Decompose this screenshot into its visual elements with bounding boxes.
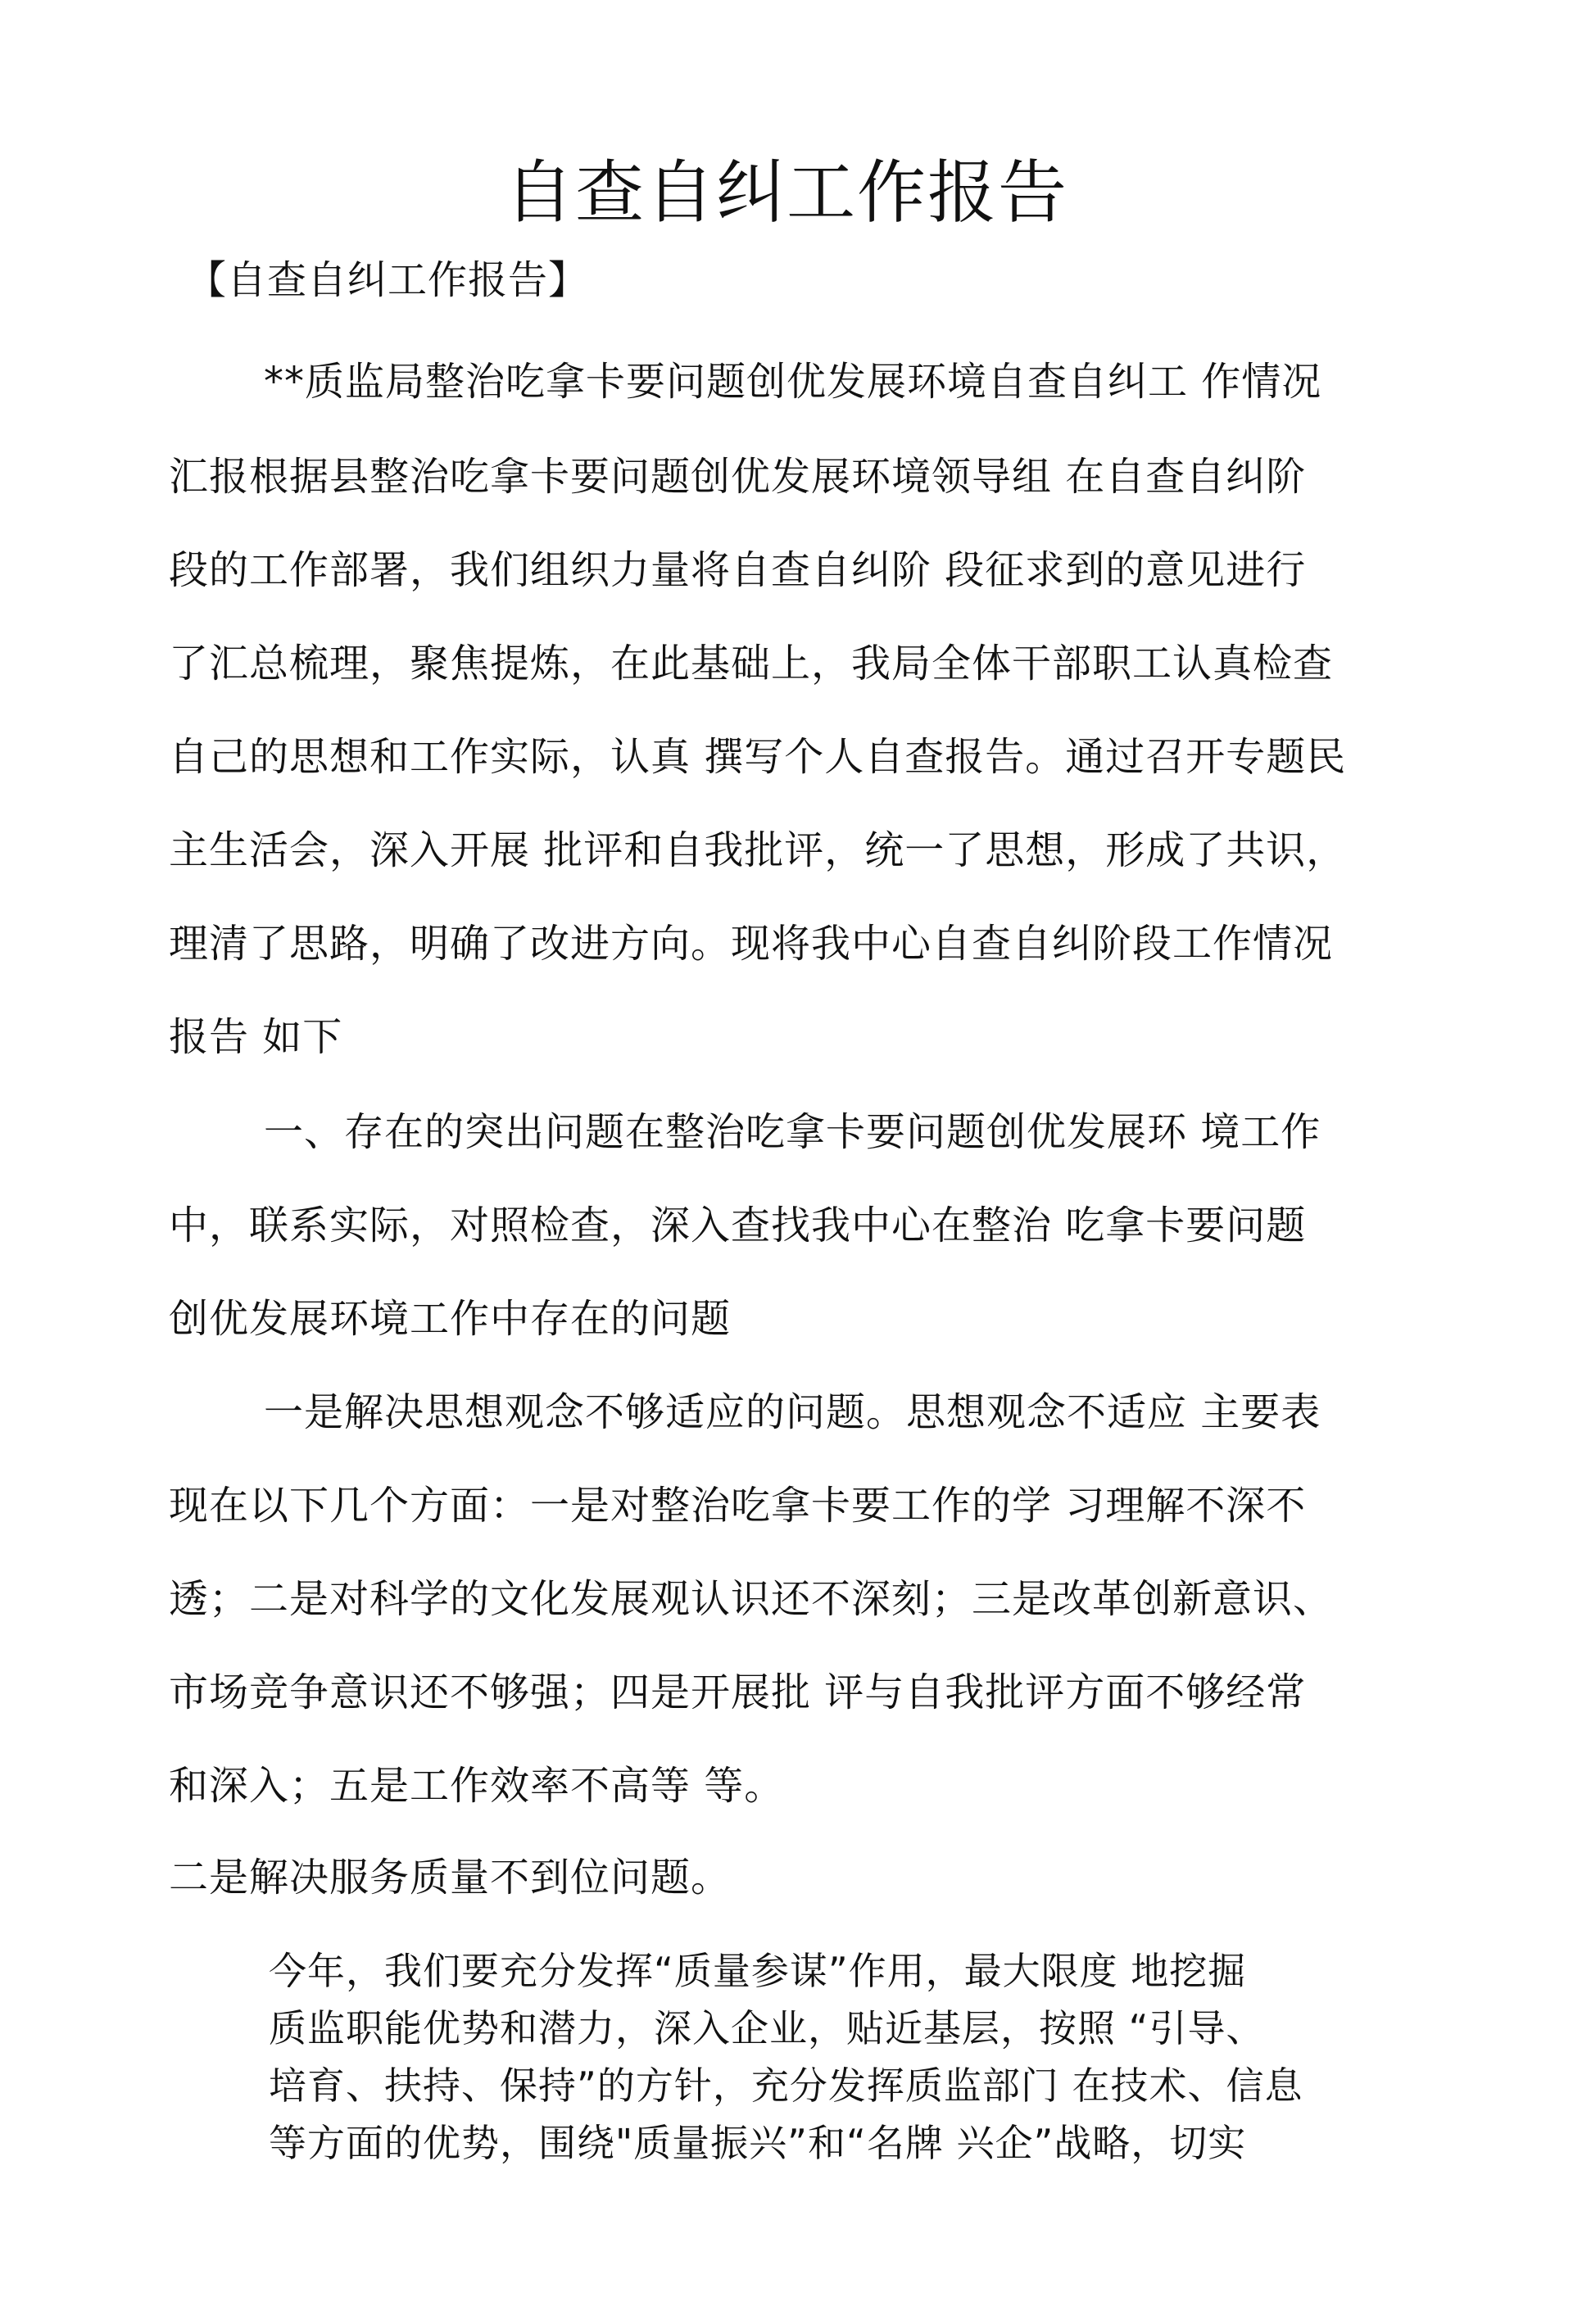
paragraph-line: 培育、扶持、保持”的方针，充分发挥质监部门 在技术、信息 <box>269 2064 1303 2108</box>
paragraph-line: **质监局整治吃拿卡要问题创优发展环境自查自纠工 作情况 <box>264 359 1322 405</box>
document-subtitle: 【自查自纠工作报告】 <box>187 257 589 303</box>
paragraph-line: 质监职能优势和潜力，深入企业，贴近基层，按照 “引导、 <box>269 2006 1265 2050</box>
section-heading: 二是解决服务质量不到位问题。 <box>169 1855 732 1900</box>
paragraph-line: 段的工作部署，我们组织力量将自查自纠阶 段征求到的意见进行 <box>169 547 1307 593</box>
document-title: 自查自纠工作报告 <box>504 152 1068 233</box>
paragraph-line: 中，联系实际，对照检查，深入查找我中心在整治 吃拿卡要问题 <box>169 1203 1307 1248</box>
paragraph-line: 自己的思想和工作实际，认真 撰写个人自查报告。通过召开专题民 <box>169 734 1347 780</box>
paragraph-line: 现在以下几个方面：一是对整治吃拿卡要工作的学 习理解不深不 <box>169 1483 1307 1529</box>
paragraph-line: 等方面的优势，围绕"质量振兴”和“名牌 兴企”战略，切实 <box>269 2121 1247 2165</box>
paragraph-line: 一是解决思想观念不够适应的问题。思想观念不适应 主要表 <box>264 1389 1321 1435</box>
paragraph-line: 透；二是对科学的文化发展观认识还不深刻；三是改革创新意识、 <box>169 1576 1334 1622</box>
paragraph-line: 理清了思路，明确了改进方向。现将我中心自查自纠阶段工作情况 <box>169 921 1334 967</box>
paragraph-line: 今年，我们要充分发挥“质量参谋”作用，最大限度 地挖掘 <box>269 1949 1247 1993</box>
paragraph-line: 报告 如下 <box>169 1014 343 1060</box>
paragraph-line: 了汇总梳理，聚焦提炼，在此基础上，我局全体干部职工认真检查 <box>169 641 1334 686</box>
paragraph-line: 市场竞争意识还不够强；四是开展批 评与自我批评方面不够经常 <box>169 1669 1307 1715</box>
paragraph-line: 汇报根据县整治吃拿卡要问题创优发展环境领导组 在自查自纠阶 <box>169 454 1307 500</box>
paragraph-line: 创优发展环境工作中存在的问题 <box>169 1296 732 1342</box>
paragraph-line: 和深入；五是工作效率不高等 等。 <box>169 1763 785 1809</box>
paragraph-line: 一、存在的突出问题在整治吃拿卡要问题创优发展环 境工作 <box>264 1109 1321 1155</box>
paragraph-line: 主生活会，深入开展 批评和自我批评，统一了思想，形成了共识， <box>169 827 1347 873</box>
